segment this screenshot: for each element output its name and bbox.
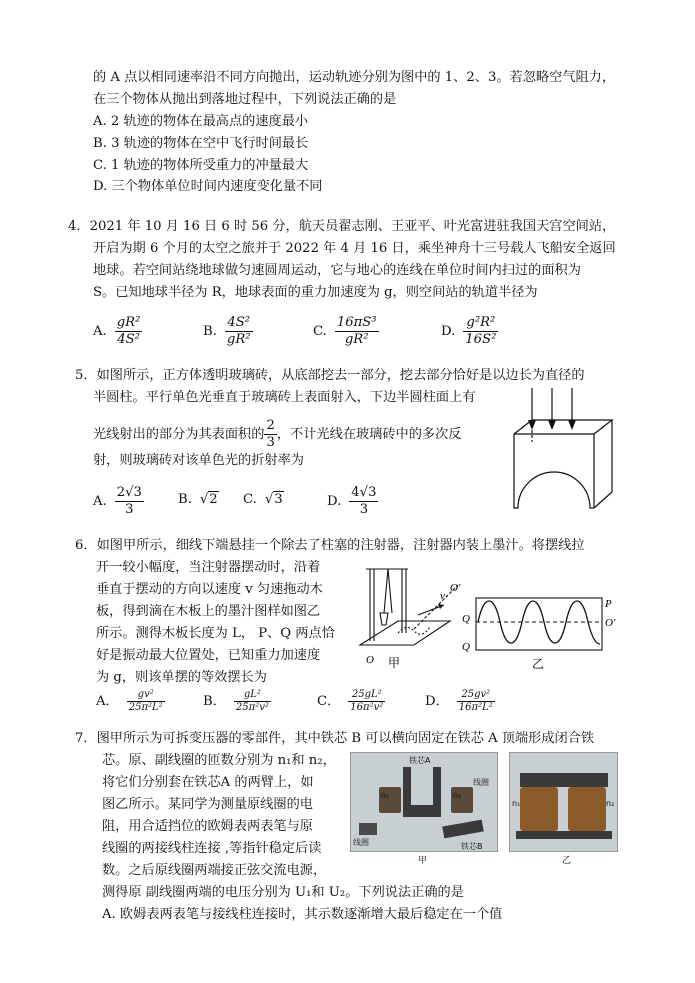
q7-line6: 线圈的两接线柱连接 ,等指针稳定后读 [102,841,322,856]
n1-label-jia: n₁ [381,791,390,800]
q6-line2: 开一较小幅度，当注射器摆动时，沿着 [96,560,321,575]
q6-line5: 所示。测得木板长度为 L， P、Q 两点恰 [96,626,335,641]
q6-line6: 好是振动最大位置处，已知重力加速度 [96,648,321,663]
cube-top-face [514,420,612,434]
q3-option-b: B. 3 轨迹的物体在空中飞行时间最长 [93,136,309,151]
assembled-coil-n2 [568,787,606,831]
q5-line1: 5．如图所示，正方体透明玻璃砖，从底部挖去一部分，挖去部分恰好是以边长为直径的 [75,368,585,383]
n1-label-yi: n₁ [512,799,521,808]
q6-option-c: C． $\frac{\text{25gL²}}{\text{16π²v²}}$ [317,689,384,713]
q7-line7: 数。之后原线圈两端接正弦交流电源， [102,863,327,878]
q6-line3: 垂直于摆动的方向以速度 v 匀速拖动木 [96,582,323,597]
q7-line1: 7．图甲所示为可拆变压器的零部件，其中铁芯 B 可以横向固定在铁芯 A 顶端形成闭合铁 [75,731,595,746]
assembled-core-top [520,773,608,787]
q6-line1: 6．如图甲所示，细线下端悬挂一个除去了柱塞的注射器，注射器内装上墨汁。将摆线拉 [75,538,585,553]
q1-label: Q [462,613,470,625]
q6-line4: 板，得到滴在木板上的墨汁图样如图乙 [96,604,321,619]
q7-line3: 将它们分别套在铁芯A 的两臂上，如 [102,775,314,790]
q2-label: Q [462,641,470,653]
q5-option-c: C. √3 [243,492,283,507]
q6-line7: 为 g，则该单摆的等效摆长为 [96,670,267,685]
q6-option-b: B． $\frac{\text{gL²}}{\text{25π²v²}}$ [203,689,269,713]
q4-line2: 开启为期 6 个月的太空之旅并于 2022 年 4 月 16 日，乘坐神舟十三号载人飞船安全返回 [93,241,616,256]
q7-line5: 阻，用合适挡位的欧姆表两表笔与原 [102,819,313,834]
q3-option-c: C. 1 轨迹的物体所受重力的冲量最大 [93,158,309,173]
coil-label-1: 线圈 [473,778,489,787]
core-b-label: 铁芯B [461,842,483,851]
glass-brick-diagram [508,384,620,514]
p-label: P [605,598,612,610]
q7-line4: 图乙所示。某同学为测量原线圈的电 [102,797,313,812]
coil-label-2: 线圈 [353,838,369,847]
syringe [380,613,388,625]
q6-option-a: A． $\frac{\text{gv²}}{\text{25π²L²}}$ [96,689,163,713]
pendulum-string [384,569,388,613]
q3-line2: 在三个物体从抛出到落地过程中，下列说法正确的是 [93,92,397,107]
q4-line1: 4．2021 年 10 月 16 日 6 时 56 分，航天员翟志刚、王亚平、叶光富进驻我国天宫空间站， [68,219,616,234]
q4-option-c: C. $\frac{\text{16πS³}}{\text{gR²}}$ [313,315,377,347]
q7-option-a: A. 欧姆表两表笔与接线柱连接时，其示数逐渐增大最后稳定在一个值 [102,907,503,922]
o-label: O [366,654,374,666]
q5-line3: 光线射出的部分为其表面积的 $\frac{2}{3}$ ，不计光线在玻璃砖中的多次反 [93,418,462,450]
q4-line3: 地球。若空间站绕地球做匀速圆周运动，它与地心的连线在单位时间内扫过的面积为 [93,263,581,278]
o-prime-label: O′ [450,582,461,594]
q4-option-a: A. $\frac{\text{gR²}}{\text{4S²}}$ [93,315,141,347]
q3-option-a: A. 2 轨迹的物体在最高点的速度最小 [93,114,309,129]
q7-line2: 芯。原、副线圈的匝数分别为 n₁和 n₂， [102,753,336,768]
n2-label-jia: n₂ [453,791,462,800]
photo-yi-caption: 乙 [562,856,572,866]
cube-front-face [514,434,594,508]
q4-line4: S。已知地球半径为 R，地球表面的重力加速度为 g，则空间站的轨道半径为 [93,285,538,300]
core-a-label: 铁芯A [409,756,431,765]
fig-jia-caption: 甲 [388,656,401,670]
fig-yi-caption: 乙 [532,657,545,670]
q5-option-a: A. $\frac{2√3}{3}$ [93,485,142,517]
pendulum-diagram-jia [358,563,468,673]
n2-label-yi: n₂ [606,799,615,808]
photo-jia-caption: 甲 [418,856,428,866]
q7-line8: 测得原 副线圈两端的电压分别为 U₁和 U₂。下列说法正确的是 [102,885,464,900]
o-prime2-label: O′ [605,617,616,629]
q3-option-d: D. 三个物体单位时间内速度变化量不同 [93,179,323,194]
q5-line2: 半圆柱。平行单色光垂直于玻璃砖上表面射入，下边半圆柱面上有 [93,390,476,405]
q5-line4: 射，则玻璃砖对该单色光的折射率为 [93,453,304,468]
v-label: v [440,590,445,602]
q4-option-d: D. $\frac{\text{g²R²}}{\text{16S²}}$ [441,315,497,347]
q5-option-b: B. √2 [178,492,218,507]
q5-option-d: D. $\frac{4√3}{3}$ [327,485,377,517]
q4-option-b: B. $\frac{\text{4S²}}{\text{gR²}}$ [203,315,251,347]
q3-line1: 的 A 点以相同速率沿不同方向抛出，运动轨迹分别为图中的 1、2、3。若忽略空气阻力， [93,70,616,85]
ink-trace-diagram-yi [460,592,620,670]
transformer-assembled-photo-yi [509,752,618,852]
q6-option-d: D． $\frac{\text{25gv²}}{\text{16π²L²}}$ [425,689,493,713]
transformer-parts-photo-jia [350,752,498,852]
assembled-coil-n1 [520,787,558,831]
